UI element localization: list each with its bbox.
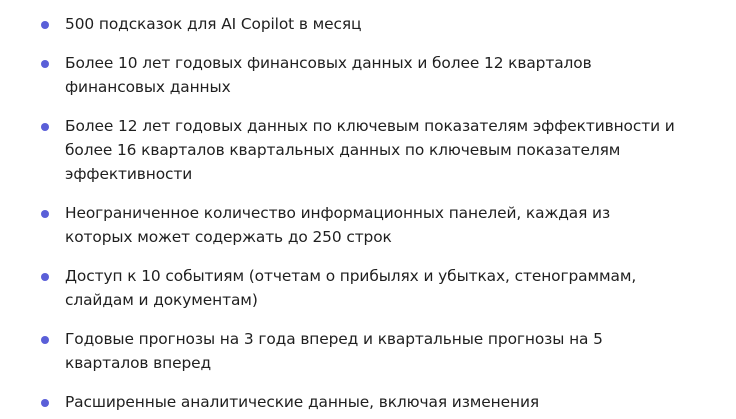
feature-text: Более 12 лет годовых данных по ключевым показателям эффективности и более 16 кварталов квартальных данных по ключевым показателям эффективности — [65, 117, 675, 183]
list-item — [0, 201, 680, 249]
feature-text: Доступ к 10 событиям (отчетам о прибылях и убытках, стенограммам, слайдам и документам) — [65, 267, 637, 309]
list-item — [0, 390, 680, 414]
list-item — [0, 114, 680, 186]
bullet-icon — [41, 123, 49, 131]
feature-text: Неограниченное количество информационных панелей, каждая из которых может содержать до 250 строк — [65, 204, 611, 246]
bullet-icon — [41, 273, 49, 281]
feature-text: Годовые прогнозы на 3 года вперед и квартальные прогнозы на 5 кварталов вперед — [65, 330, 603, 372]
feature-text: Более 10 лет годовых финансовых данных и более 12 кварталов финансовых данных — [65, 54, 592, 96]
bullet-icon — [41, 336, 49, 344]
bullet-icon — [41, 210, 49, 218]
list-item — [0, 12, 680, 36]
bullet-icon — [41, 60, 49, 68]
feature-text: 500 подсказок для AI Copilot в месяц — [65, 15, 362, 33]
bullet-icon — [41, 399, 49, 407]
list-item — [0, 264, 680, 312]
feature-text: Расширенные аналитические данные, включая изменения — [65, 393, 540, 411]
list-item — [0, 327, 680, 375]
bullet-icon — [41, 21, 49, 29]
list-item — [0, 51, 680, 99]
